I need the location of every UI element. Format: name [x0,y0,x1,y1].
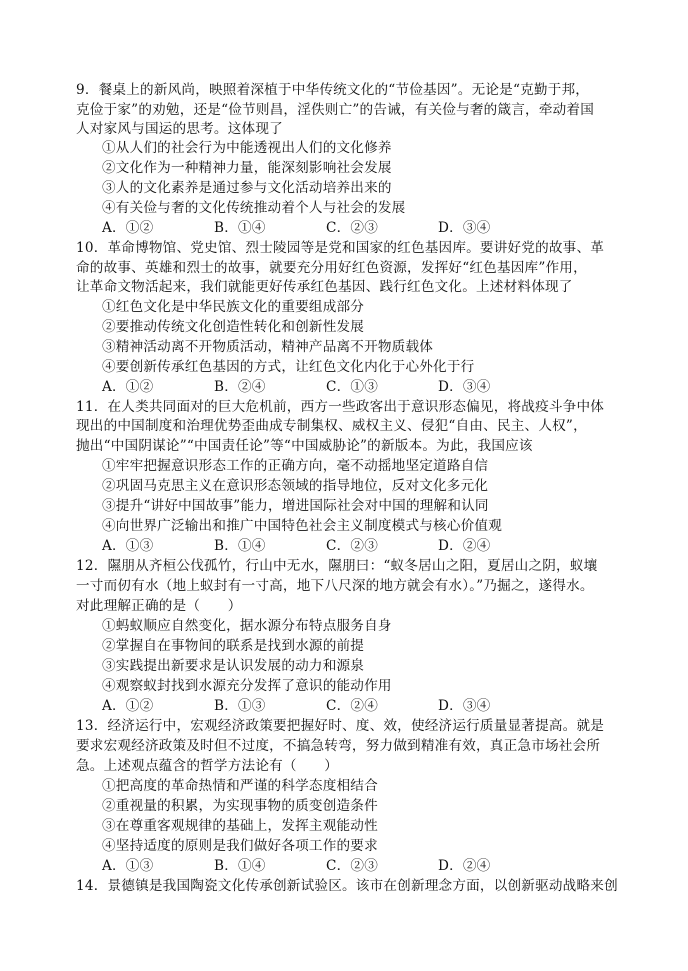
q13-choice-b: B．①④ [214,858,266,874]
q10-choice-b: B．②④ [214,379,266,395]
q13-choice-c: C．②③ [326,858,378,874]
q11-choice-c: C．②③ [326,538,378,554]
q12-option-4: ④观察蚁封找到水源充分发挥了意识的能动作用 [102,678,392,694]
q12-stem-line-2: 一寸而仞有水（地上蚁封有一寸高，地下八尺深的地方就会有水）。”乃掘之，遂得水。 [76,578,594,594]
q13-choice-d: D．②④ [438,858,491,874]
q12-choice-c: C．②④ [326,698,378,714]
q12-stem-line-1: 12．隰朋从齐桓公伐孤竹，行山中无水，隰朋曰：“蚁冬居山之阳，夏居山之阴，蚁壤 [76,558,598,574]
q12-choice-a: A．①② [102,698,154,714]
q10-choice-d: D．③④ [438,379,491,395]
q10-choice-a: A．①② [102,379,154,395]
q14-stem-line-1: 14．景德镇是我国陶瓷文化传承创新试验区。该市在创新理念方面，以创新驱动战略来创 [76,878,618,894]
q9-choice-c: C．②③ [326,220,378,236]
q10-option-4: ④要创新传承红色基因的方式，让红色文化内化于心外化于行 [102,359,475,375]
q13-stem-line-2: 要求宏观经济政策及时但不过度，不搞急转弯，努力做到精准有效，真正急市场社会所 [76,738,601,754]
q12-option-1: ①蚂蚁顺应自然变化，据水源分布特点服务自身 [102,618,392,634]
q11-stem-line-1: 11．在人类共同面对的巨大危机前，西方一些政客出于意识形态偏见，将战疫斗争中体 [76,399,605,415]
q12-stem-line-3: 对此理解正确的是（ ） [76,598,242,614]
q11-option-2: ②巩固马克思主义在意识形态领域的指导地位，反对文化多元化 [102,478,489,494]
q9-option-4: ④有关俭与奢的文化传统推动着个人与社会的发展 [102,200,406,216]
q10-option-1: ①红色文化是中华民族文化的重要组成部分 [102,299,365,315]
q9-choice-d: D．③④ [438,220,491,236]
q13-stem-line-1: 13．经济运行中，宏观经济政策要把握好时、度、效，使经济运行质量显著提高。就是 [76,718,605,734]
q11-choice-d: D．②④ [438,538,491,554]
q11-option-1: ①牢牢把握意识形态工作的正确方向，毫不动摇地坚定道路自信 [102,458,489,474]
q10-choice-c: C．①③ [326,379,378,395]
q12-option-2: ②掌握自在事物间的联系是找到水源的前提 [102,638,365,654]
q11-stem-line-3: 抛出“中国阴谋论”“中国责任论”等“中国威胁论”的新版本。为此，我国应该 [76,438,533,454]
q11-option-3: ③提升“讲好中国故事”能力，增进国际社会对中国的理解和认同 [102,498,489,514]
q12-choice-d: D．③④ [438,698,491,714]
q9-choice-a: A．①② [102,220,154,236]
q11-stem-line-2: 现出的中国制度和治理优势歪曲成专制集权、威权主义、侵犯“自由、民主、人权”， [76,418,587,434]
q13-option-2: ②重视量的积累，为实现事物的质变创造条件 [102,798,378,814]
q12-choice-b: B．①③ [214,698,266,714]
q10-stem-line-3: 让革命文物活起来，我们就能更好传承红色基因、践行红色文化。上述材料体现了 [76,279,573,295]
q12-answer-choices [102,696,550,716]
q9-answer-choices [102,218,550,238]
q11-choice-b: B．①④ [214,538,266,554]
q12-option-3: ③实践提出新要求是认识发展的动力和源泉 [102,658,365,674]
q9-option-3: ③人的文化素养是通过参与文化活动培养出来的 [102,180,392,196]
q10-stem-line-1: 10．革命博物馆、党史馆、烈士陵园等是党和国家的红色基因库。要讲好党的故事、革 [76,240,605,256]
q11-answer-choices [102,536,550,556]
q9-option-2: ②文化作为一种精神力量，能深刻影响社会发展 [102,160,392,176]
q11-option-4: ④向世界广泛输出和推广中国特色社会主义制度模式与核心价值观 [102,518,503,534]
q9-stem-line-1: 9．餐桌上的新风尚，映照着深植于中华传统文化的“节俭基因”。无论是“克勤于邦， [76,82,590,98]
q9-option-1: ①从人们的社会行为中能透视出人们的文化修养 [102,140,392,156]
q13-option-4: ④坚持适度的原则是我们做好各项工作的要求 [102,838,378,854]
q13-option-3: ③在尊重客观规律的基础上，发挥主观能动性 [102,818,378,834]
q9-stem-line-2: 克俭于家”的劝勉，还是“俭节则昌，淫佚则亡”的告诫，有关俭与奢的箴言，牵动着国 [76,102,595,118]
q10-option-3: ③精神活动离不开物质活动，精神产品离不开物质载体 [102,339,434,355]
q13-answer-choices [102,856,550,876]
q10-answer-choices [102,377,550,397]
q11-choice-a: A．①③ [102,538,154,554]
q13-stem-line-3: 急。上述观点蕴含的哲学方法论有（ ） [76,758,339,774]
q10-stem-line-2: 命的故事、英雄和烈士的故事，就要充分用好红色资源，发挥好“红色基因库”作用， [76,260,587,276]
q9-stem-line-3: 人对家风与国运的思考。这体现了 [76,121,283,137]
q13-choice-a: A．①③ [102,858,154,874]
q13-option-1: ①把高度的革命热情和严谨的科学态度相结合 [102,778,378,794]
q10-option-2: ②要推动传统文化创造性转化和创新性发展 [102,319,365,335]
q9-choice-b: B．①④ [214,220,266,236]
